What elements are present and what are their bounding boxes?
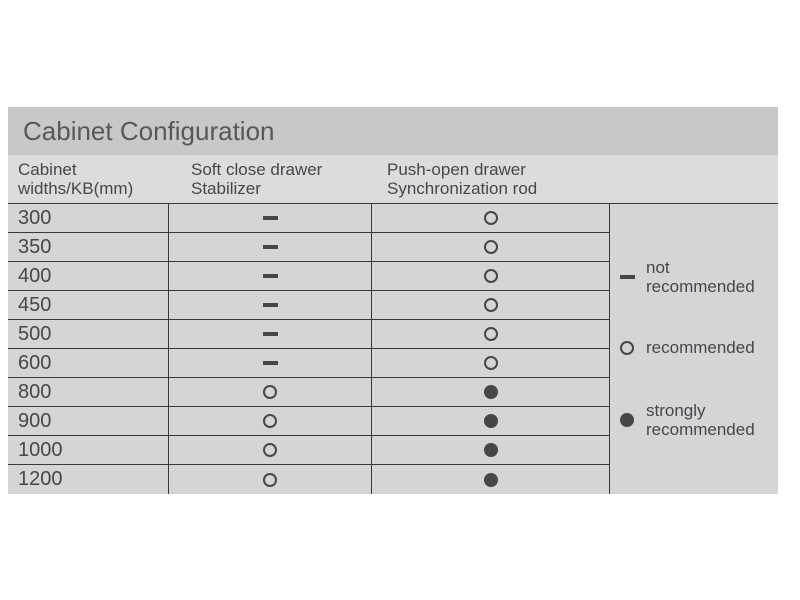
legend-symbol-wrap: [620, 275, 646, 279]
filled-circle-icon: [484, 443, 498, 457]
open-circle-icon: [263, 473, 277, 487]
legend-label-line: not: [646, 258, 670, 277]
table-area: [8, 203, 778, 494]
legend-label: [646, 338, 755, 357]
push-open-cell: [372, 233, 609, 261]
push-open-cell: [372, 204, 609, 232]
filled-circle-icon: [484, 473, 498, 487]
header-soft-close-stabilizer: [169, 160, 372, 198]
filled-circle-icon: [484, 385, 498, 399]
soft-close-cell: [169, 378, 372, 406]
open-circle-icon: [484, 269, 498, 283]
soft-close-cell: [169, 436, 372, 464]
soft-close-cell: [169, 407, 372, 435]
legend-label-line: strongly: [646, 401, 706, 420]
push-open-cell: [372, 407, 609, 435]
cabinet-width-cell: 400: [8, 262, 169, 290]
cabinet-width-cell: 350: [8, 233, 169, 261]
cabinet-width-cell: 1000: [8, 436, 169, 464]
soft-close-cell: [169, 320, 372, 348]
legend-label-line: recommended: [646, 338, 755, 357]
push-open-cell: [372, 349, 609, 377]
header-line: Soft close drawer: [191, 160, 323, 179]
table-row: [8, 407, 609, 436]
dash-icon: [263, 274, 278, 278]
soft-close-cell: [169, 262, 372, 290]
legend-label: [646, 401, 755, 439]
open-circle-icon: [620, 341, 634, 355]
legend: [609, 204, 778, 494]
dash-icon: [263, 216, 278, 220]
open-circle-icon: [484, 240, 498, 254]
push-open-cell: [372, 262, 609, 290]
legend-item-strongly-recommended: [620, 401, 755, 439]
open-circle-icon: [263, 385, 277, 399]
legend-item-not-recommended: [620, 258, 755, 296]
table-row: [8, 436, 609, 465]
header-cabinet-widths: [8, 160, 169, 198]
dash-icon: [263, 303, 278, 307]
table-row: [8, 233, 609, 262]
cabinet-width-cell: 500: [8, 320, 169, 348]
table-body: [8, 204, 609, 494]
cabinet-width-cell: 300: [8, 204, 169, 232]
cabinet-width-cell: 1200: [8, 465, 169, 494]
legend-symbol-wrap: [620, 341, 646, 355]
soft-close-cell: [169, 204, 372, 232]
filled-circle-icon: [620, 413, 634, 427]
open-circle-icon: [484, 327, 498, 341]
push-open-cell: [372, 465, 609, 494]
soft-close-cell: [169, 291, 372, 319]
push-open-cell: [372, 378, 609, 406]
open-circle-icon: [484, 211, 498, 225]
table-row: [8, 349, 609, 378]
dash-icon: [263, 332, 278, 336]
panel-title: Cabinet Configuration: [23, 115, 275, 146]
cabinet-width-cell: 600: [8, 349, 169, 377]
open-circle-icon: [484, 356, 498, 370]
table-row: [8, 320, 609, 349]
legend-symbol-wrap: [620, 413, 646, 427]
soft-close-cell: [169, 465, 372, 494]
header-line: Cabinet: [18, 160, 77, 179]
legend-label: [646, 258, 755, 296]
header-line: Synchronization rod: [387, 179, 538, 198]
table-row: [8, 465, 609, 494]
soft-close-cell: [169, 233, 372, 261]
legend-label-line: recommended: [646, 277, 755, 296]
cabinet-width-cell: 450: [8, 291, 169, 319]
header-line: widths/KB(mm): [18, 179, 134, 198]
header-line: Push-open drawer: [387, 160, 526, 179]
open-circle-icon: [263, 414, 277, 428]
panel-title-bar: [8, 107, 778, 155]
dash-icon: [620, 275, 635, 279]
dash-icon: [263, 361, 278, 365]
push-open-cell: [372, 291, 609, 319]
cabinet-configuration-panel: [8, 107, 778, 494]
open-circle-icon: [263, 443, 277, 457]
push-open-cell: [372, 436, 609, 464]
legend-item-recommended: [620, 338, 755, 357]
legend-label-line: recommended: [646, 420, 755, 439]
table-row: [8, 262, 609, 291]
soft-close-cell: [169, 349, 372, 377]
table-row: [8, 291, 609, 320]
table-row: [8, 204, 609, 233]
header-push-open-sync-rod: [372, 160, 609, 198]
cabinet-width-cell: 800: [8, 378, 169, 406]
dash-icon: [263, 245, 278, 249]
push-open-cell: [372, 320, 609, 348]
filled-circle-icon: [484, 414, 498, 428]
header-line: Stabilizer: [191, 179, 261, 198]
table-row: [8, 378, 609, 407]
cabinet-width-cell: 900: [8, 407, 169, 435]
open-circle-icon: [484, 298, 498, 312]
table-header-row: [8, 155, 778, 203]
